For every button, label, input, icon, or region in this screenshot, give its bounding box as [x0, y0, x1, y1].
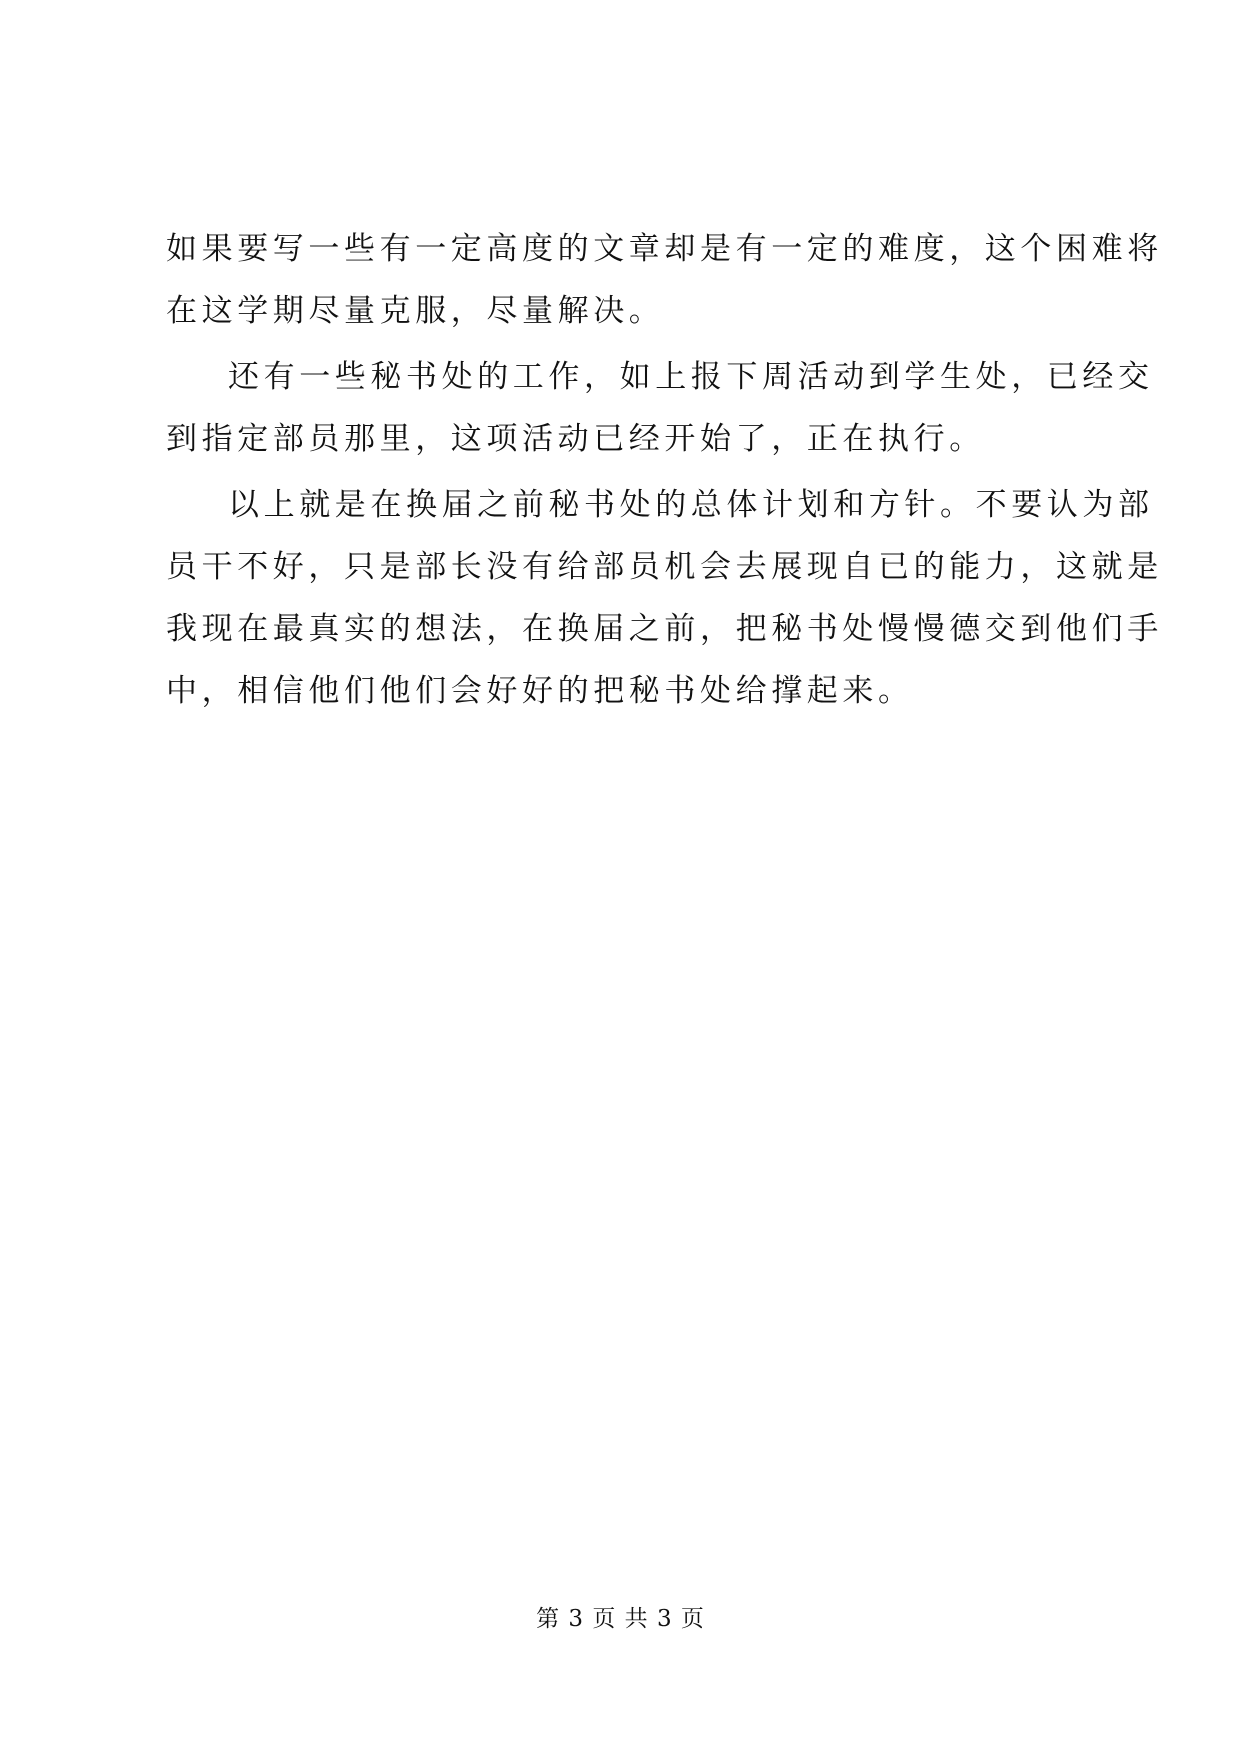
page-number-footer: 第 3 页 共 3 页 [536, 1606, 705, 1632]
paragraph-line: 以上就是在换届之前秘书处的总体计划和方针。不要认为部 [228, 487, 1154, 523]
paragraph-line: 在这学期尽量克服，尽量解决。 [166, 293, 665, 329]
paragraph-line: 如果要写一些有一定高度的文章却是有一定的难度，这个困难将 [166, 231, 1163, 267]
paragraph-line: 还有一些秘书处的工作，如上报下周活动到学生处，已经交 [228, 359, 1154, 395]
paragraph-line: 中，相信他们他们会好好的把秘书处给撑起来。 [166, 673, 914, 709]
paragraph-line: 到指定部员那里，这项活动已经开始了，正在执行。 [166, 421, 985, 457]
paragraph-line: 员干不好，只是部长没有给部员机会去展现自已的能力，这就是 [166, 549, 1163, 585]
paragraph-line: 我现在最真实的想法，在换届之前，把秘书处慢慢德交到他们手 [166, 611, 1163, 647]
